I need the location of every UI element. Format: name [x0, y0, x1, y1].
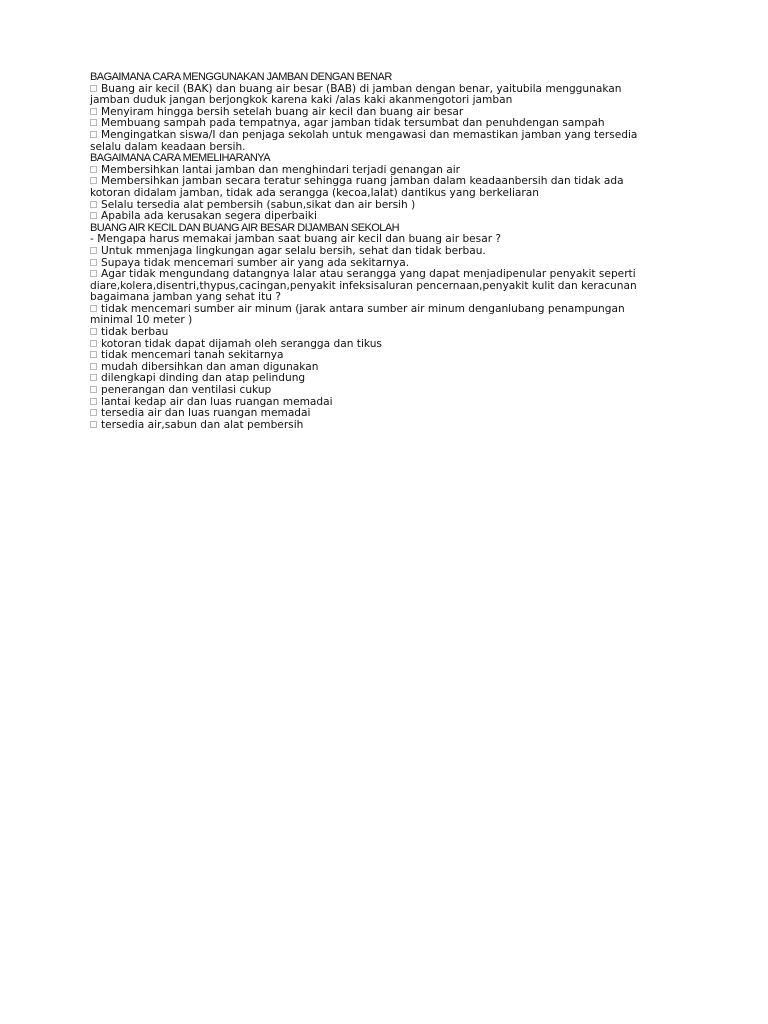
line-text: Untuk mmenjaga lingkungan agar selalu bersih, sehat dan tidak berbau.: [101, 244, 486, 257]
line-text: tidak berbau: [101, 326, 169, 339]
bullet-box-icon: [90, 108, 97, 115]
line-text: diare,kolera,disentri,thypus,cacingan,penyakit infeksisaluran pencernaan,penyakit kulit dan keracunan: [90, 279, 637, 292]
bullet-box-icon: [90, 131, 97, 138]
bullet-box-icon: [90, 212, 97, 219]
bullet-box-icon: [90, 409, 97, 416]
line-text: BAGAIMANA CARA MENGGUNAKAN JAMBAN DENGAN BENAR: [90, 71, 392, 83]
line-text: jamban duduk jangan berjongkok karena kaki /alas kaki akanmengotori jamban: [90, 94, 513, 107]
line-text: dilengkapi dinding dan atap pelindung: [101, 372, 306, 385]
bullet-box-icon: [90, 386, 97, 393]
bullet-box-icon: [90, 177, 97, 184]
bullet-box-icon: [90, 270, 97, 277]
bullet-box-icon: [90, 340, 97, 347]
line-text: Apabila ada kerusakan segera diperbaiki: [101, 210, 317, 223]
line-text: tidak mencemari sumber air minum (jarak antara sumber air minum denganlubang penampungan: [101, 302, 625, 315]
line-text: Supaya tidak mencemari sumber air yang ada sekitarnya.: [101, 256, 410, 269]
line-text: kotoran didalam jamban, tidak ada serangga (kecoa,lalat) dantikus yang berkeliaran: [90, 186, 539, 199]
line-text: Membersihkan jamban secara teratur sehingga ruang jamban dalam keadaanbersih dan tidak ada: [101, 175, 624, 188]
line-text: kotoran tidak dapat dijamah oleh serangga dan tikus: [101, 337, 382, 350]
line-text: BUANG AIR KECIL DAN BUANG AIR BESAR DIJAMBAN SEKOLAH: [90, 221, 400, 234]
line-text: Membersihkan lantai jamban dan menghindari terjadi genangan air: [101, 163, 461, 176]
line-text: Buang air kecil (BAK) dan buang air besar (BAB) di jamban dengan benar, yaitubila menggunakan: [101, 82, 622, 95]
line-text: tersedia air,sabun dan alat pembersih: [101, 418, 304, 431]
bullet-box-icon: [90, 247, 97, 254]
bullet-box-icon: [90, 351, 97, 358]
line-text: penerangan dan ventilasi cukup: [101, 384, 272, 397]
line-text: selalu dalam keadaan bersih.: [90, 140, 246, 153]
bullet-box-icon: [90, 398, 97, 405]
bullet-box-icon: [90, 328, 97, 335]
bullet-box-icon: [90, 85, 97, 92]
line-text: Selalu tersedia alat pembersih (sabun,sikat dan air bersih ): [101, 198, 416, 211]
bullet-box-icon: [90, 119, 97, 126]
line-text: Mengingatkan siswa/I dan penjaga sekolah untuk mengawasi dan memastikan jamban yang tersedia: [101, 128, 638, 141]
line-text: lantai kedap air dan luas ruangan memadai: [101, 395, 333, 408]
bullet-box-icon: [90, 305, 97, 312]
document-body: [90, 72, 670, 431]
text-line: [90, 315, 670, 327]
line-text: - Mengapa harus memakai jamban saat buang air kecil dan buang air besar ?: [90, 233, 502, 246]
bullet-box-icon: [90, 166, 97, 173]
line-text: Agar tidak mengundang datangnya lalar atau serangga yang dapat menjadipenular penyakit seperti: [101, 268, 636, 281]
line-text: Menyiram hingga bersih setelah buang air kecil dan buang air besar: [101, 105, 464, 118]
bullet-box-icon: [90, 259, 97, 266]
bullet-item: [90, 420, 670, 432]
bullet-box-icon: [90, 421, 97, 428]
bullet-box-icon: [90, 201, 97, 208]
bullet-box-icon: [90, 363, 97, 370]
line-text: BAGAIMANA CARA MEMELIHARANYA: [90, 152, 271, 165]
bullet-box-icon: [90, 374, 97, 381]
line-text: tidak mencemari tanah sekitarnya: [101, 349, 284, 362]
line-text: Membuang sampah pada tempatnya, agar jamban tidak tersumbat dan penuhdengan sampah: [101, 117, 605, 130]
line-text: minimal 10 meter ): [90, 314, 193, 327]
line-text: tersedia air dan luas ruangan memadai: [101, 407, 311, 420]
line-text: bagaimana jamban yang sehat itu ?: [90, 291, 281, 304]
line-text: mudah dibersihkan dan aman digunakan: [101, 360, 319, 373]
